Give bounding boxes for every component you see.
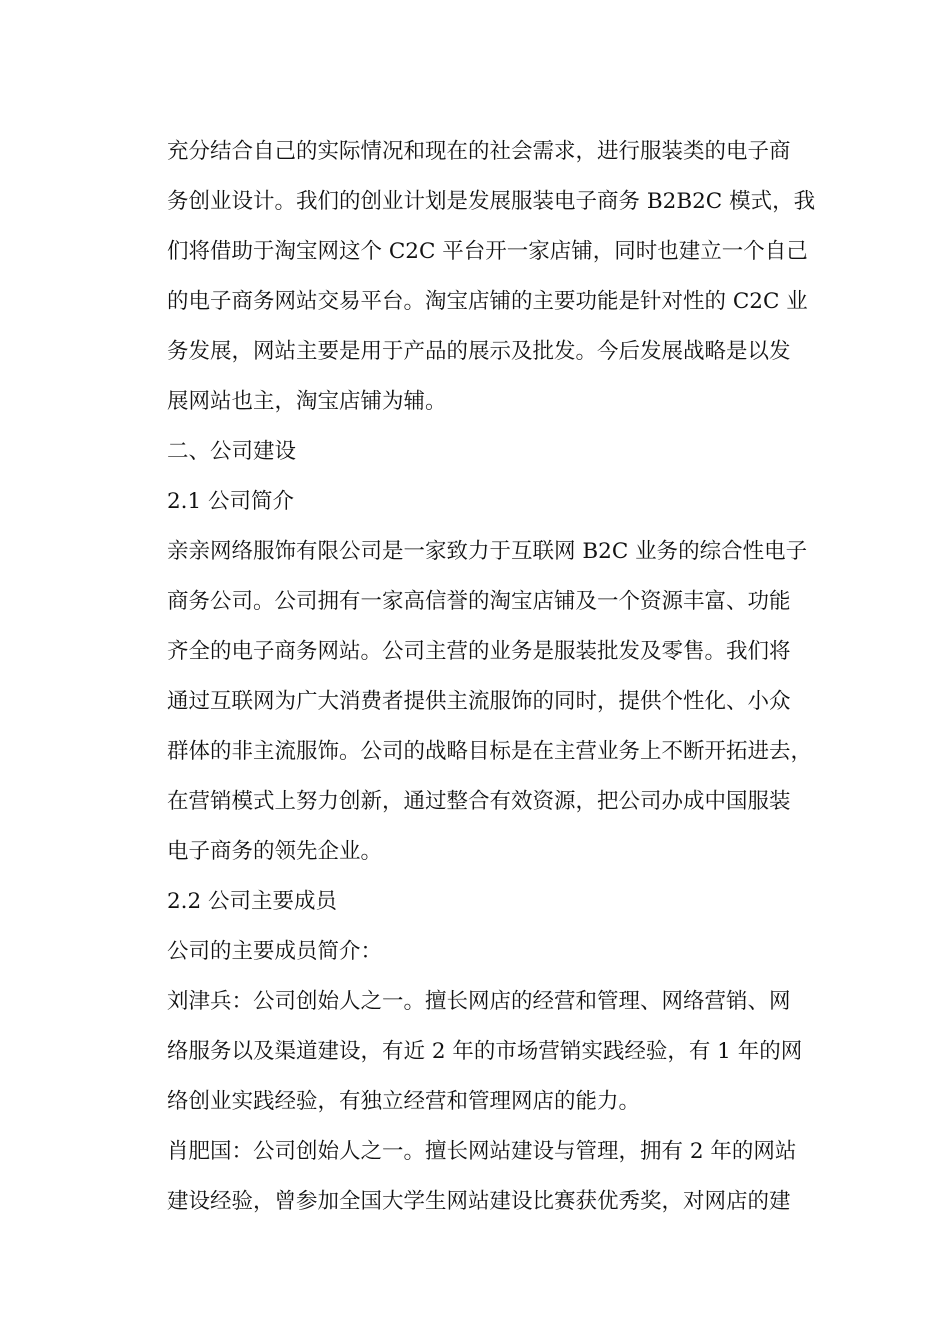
member-liu-line: 刘津兵：公司创始人之一。擅长网店的经营和管理、网络营销、网 [167,989,791,1014]
paragraph-company-profile-line: 通过互联网为广大消费者提供主流服饰的同时，提供个性化、小众 [167,689,791,714]
paragraph-company-profile-line: 在营销模式上努力创新，通过整合有效资源，把公司办成中国服装 [167,789,791,814]
member-xiao-line: 肖肥国：公司创始人之一。擅长网站建设与管理，拥有 2 年的网站 [167,1139,797,1164]
paragraph-company-profile-line: 亲亲网络服饰有限公司是一家致力于互联网 B2C 业务的综合性电子 [167,539,808,564]
member-liu-line: 络创业实践经验，有独立经营和管理网店的能力。 [167,1089,641,1114]
paragraph-company-profile-line: 电子商务的领先企业。 [167,839,383,864]
paragraph-company-profile-line: 群体的非主流服饰。公司的战略目标是在主营业务上不断开拓进去， [167,739,813,764]
member-liu-line: 络服务以及渠道建设，有近 2 年的市场营销实践经验，有 1 年的网 [167,1039,803,1064]
paragraph-company-profile-line: 齐全的电子商务网站。公司主营的业务是服装批发及零售。我们将 [167,639,791,664]
members-intro: 公司的主要成员简介： [167,939,383,964]
paragraph-intro-line: 们将借助于淘宝网这个 C2C 平台开一家店铺，同时也建立一个自己 [167,239,808,264]
paragraph-intro-line: 的电子商务网站交易平台。淘宝店铺的主要功能是针对性的 C2C 业 [167,289,808,314]
document-body [167,127,847,1227]
paragraph-intro-line: 务发展，网站主要是用于产品的展示及批发。今后发展战略是以发 [167,339,791,364]
subsection-heading-company-profile: 2.1 公司简介 [167,489,295,514]
section-heading: 二、公司建设 [167,439,297,464]
paragraph-company-profile-line: 商务公司。公司拥有一家高信誉的淘宝店铺及一个资源丰富、功能 [167,589,791,614]
paragraph-intro-line: 展网站也主，淘宝店铺为辅。 [167,389,447,414]
paragraph-intro-line: 充分结合自己的实际情况和现在的社会需求，进行服装类的电子商 [167,139,791,164]
member-xiao-line: 建设经验，曾参加全国大学生网站建设比赛获优秀奖，对网店的建 [167,1189,791,1214]
paragraph-intro-line: 务创业设计。我们的创业计划是发展服装电子商务 B2B2C 模式，我 [167,189,816,214]
subsection-heading-members: 2.2 公司主要成员 [167,889,338,914]
